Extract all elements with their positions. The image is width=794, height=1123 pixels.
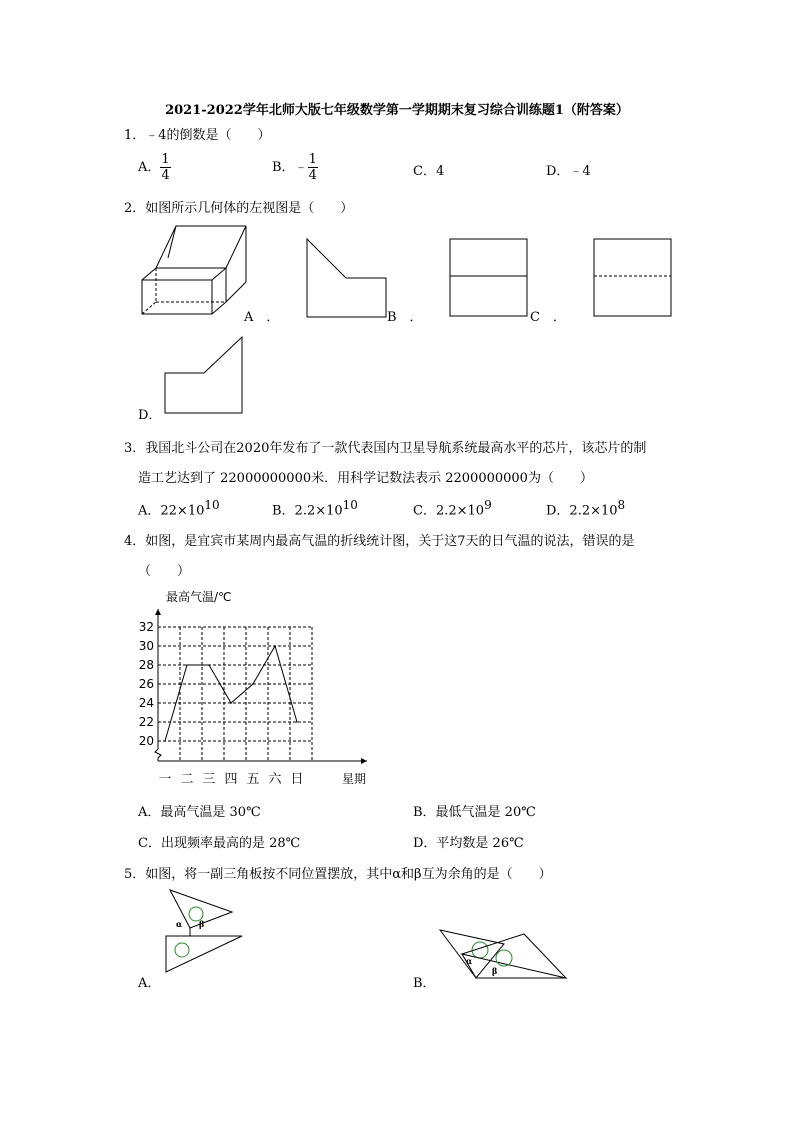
q5-b-alpha: α	[466, 956, 473, 966]
y-axis-arrow	[155, 609, 161, 615]
q1-option-b	[272, 152, 318, 183]
q2-stem: 2．如图所示几何体的左视图是（ ）	[124, 201, 354, 216]
q5-a-beta: β	[199, 919, 205, 929]
q2-option-b-figure	[306, 238, 388, 318]
q1-a-num: 1	[161, 152, 170, 167]
q3-a-exp: 10	[204, 498, 220, 512]
x-tick-label: 三	[202, 772, 216, 787]
y-tick-label: 30	[138, 639, 154, 653]
q3-b-base: B．2.2×10	[272, 503, 343, 519]
q1-option-c: C．4	[413, 164, 445, 179]
q5-stem: 5．如图，将一副三角板按不同位置摆放，其中α和β互为余角的是（ ）	[124, 867, 552, 882]
data-point	[252, 683, 254, 685]
q2-option-b-label: B ．	[387, 310, 423, 325]
data-point	[274, 645, 276, 647]
q1-option-a	[138, 152, 171, 183]
q1-b-label: B．﹣	[272, 160, 308, 175]
x-tick-label: 五	[246, 772, 260, 787]
data-point	[230, 702, 232, 704]
temperature-series-line	[165, 646, 297, 741]
q5-option-b-figure	[438, 926, 573, 986]
q1-b-den: 4	[308, 168, 317, 183]
x-tick-label: 四	[224, 772, 238, 787]
y-tick-label: 22	[138, 715, 154, 729]
q1-a-den: 4	[161, 168, 170, 183]
q2-option-d-view-figure	[164, 336, 244, 416]
q3-d-exp: 8	[617, 498, 626, 512]
q4-line1: 4．如图，是宜宾市某周内最高气温的折线统计图，关于这7天的日气温的说法，错误的是	[124, 534, 635, 549]
q3-option-b	[272, 498, 358, 518]
temperature-line-chart	[136, 586, 386, 786]
q3-option-d	[546, 498, 625, 518]
q3-b-exp: 10	[342, 498, 358, 512]
q3-line1: 3．我国北斗公司在2020年发布了一款代表国内卫星导航系统最高水平的芯片，该芯片的制	[124, 441, 647, 456]
q4-option-c: C．出现频率最高的是 28℃	[138, 836, 301, 851]
y-tick-label: 26	[138, 677, 154, 691]
q2-option-a-label: A ．	[244, 310, 280, 325]
q2-option-c-figure	[449, 238, 529, 318]
q2-option-d-label: D．	[138, 408, 162, 423]
x-axis-title: 星期	[342, 772, 367, 786]
y-tick-label: 24	[138, 696, 154, 710]
y-tick-label: 20	[138, 734, 154, 748]
x-axis-arrow	[361, 758, 367, 764]
x-tick-label: 一	[158, 772, 172, 787]
q3-option-a	[138, 498, 220, 518]
q5-option-a-label: A．	[138, 976, 161, 991]
data-point	[186, 664, 188, 666]
q1-option-d: D．﹣4	[546, 164, 591, 179]
data-point	[296, 721, 298, 723]
q4-line2: （ ）	[138, 564, 191, 579]
q5-option-a-figure	[160, 888, 250, 978]
q2-solid-figure	[138, 222, 248, 322]
axis-break	[155, 749, 161, 761]
y-axis-title: 最高气温/℃	[166, 590, 232, 604]
q5-a-alpha: α	[176, 919, 183, 929]
q2-option-d-figure	[593, 238, 673, 318]
y-tick-label: 28	[138, 658, 154, 672]
page-title: 2021-2022学年北师大版七年级数学第一学期期末复习综合训练题1（附答案）	[165, 103, 629, 118]
q1-a-label: A．	[138, 160, 161, 175]
x-tick-label: 日	[290, 772, 304, 787]
q4-option-a: A．最高气温是 30℃	[138, 805, 261, 820]
q3-d-base: D．2.2×10	[546, 503, 618, 519]
q4-option-b: B．最低气温是 20℃	[413, 805, 536, 820]
q3-c-exp: 9	[484, 498, 492, 512]
q2-option-c-label: C ．	[530, 310, 566, 325]
q3-a-base: A．22×10	[138, 503, 205, 519]
q5-option-b-label: B．	[413, 976, 436, 991]
q5-b-beta: β	[492, 966, 498, 976]
q1-b-fraction	[308, 152, 318, 183]
q1-b-num: 1	[308, 152, 317, 167]
q3-option-c	[413, 498, 492, 518]
y-tick-label: 32	[138, 620, 154, 634]
q1-stem: 1．﹣4的倒数是（ ）	[124, 128, 271, 143]
data-point	[164, 740, 166, 742]
x-tick-label: 六	[268, 772, 282, 787]
x-tick-label: 二	[180, 772, 194, 787]
q3-line2: 造工艺达到了 22000000000米．用科学记数法表示 2200000000为（ ）	[138, 471, 593, 486]
q1-a-fraction	[160, 152, 170, 183]
q3-c-base: C．2.2×10	[413, 503, 485, 519]
data-point	[208, 664, 210, 666]
q4-option-d: D．平均数是 26℃	[413, 836, 524, 851]
